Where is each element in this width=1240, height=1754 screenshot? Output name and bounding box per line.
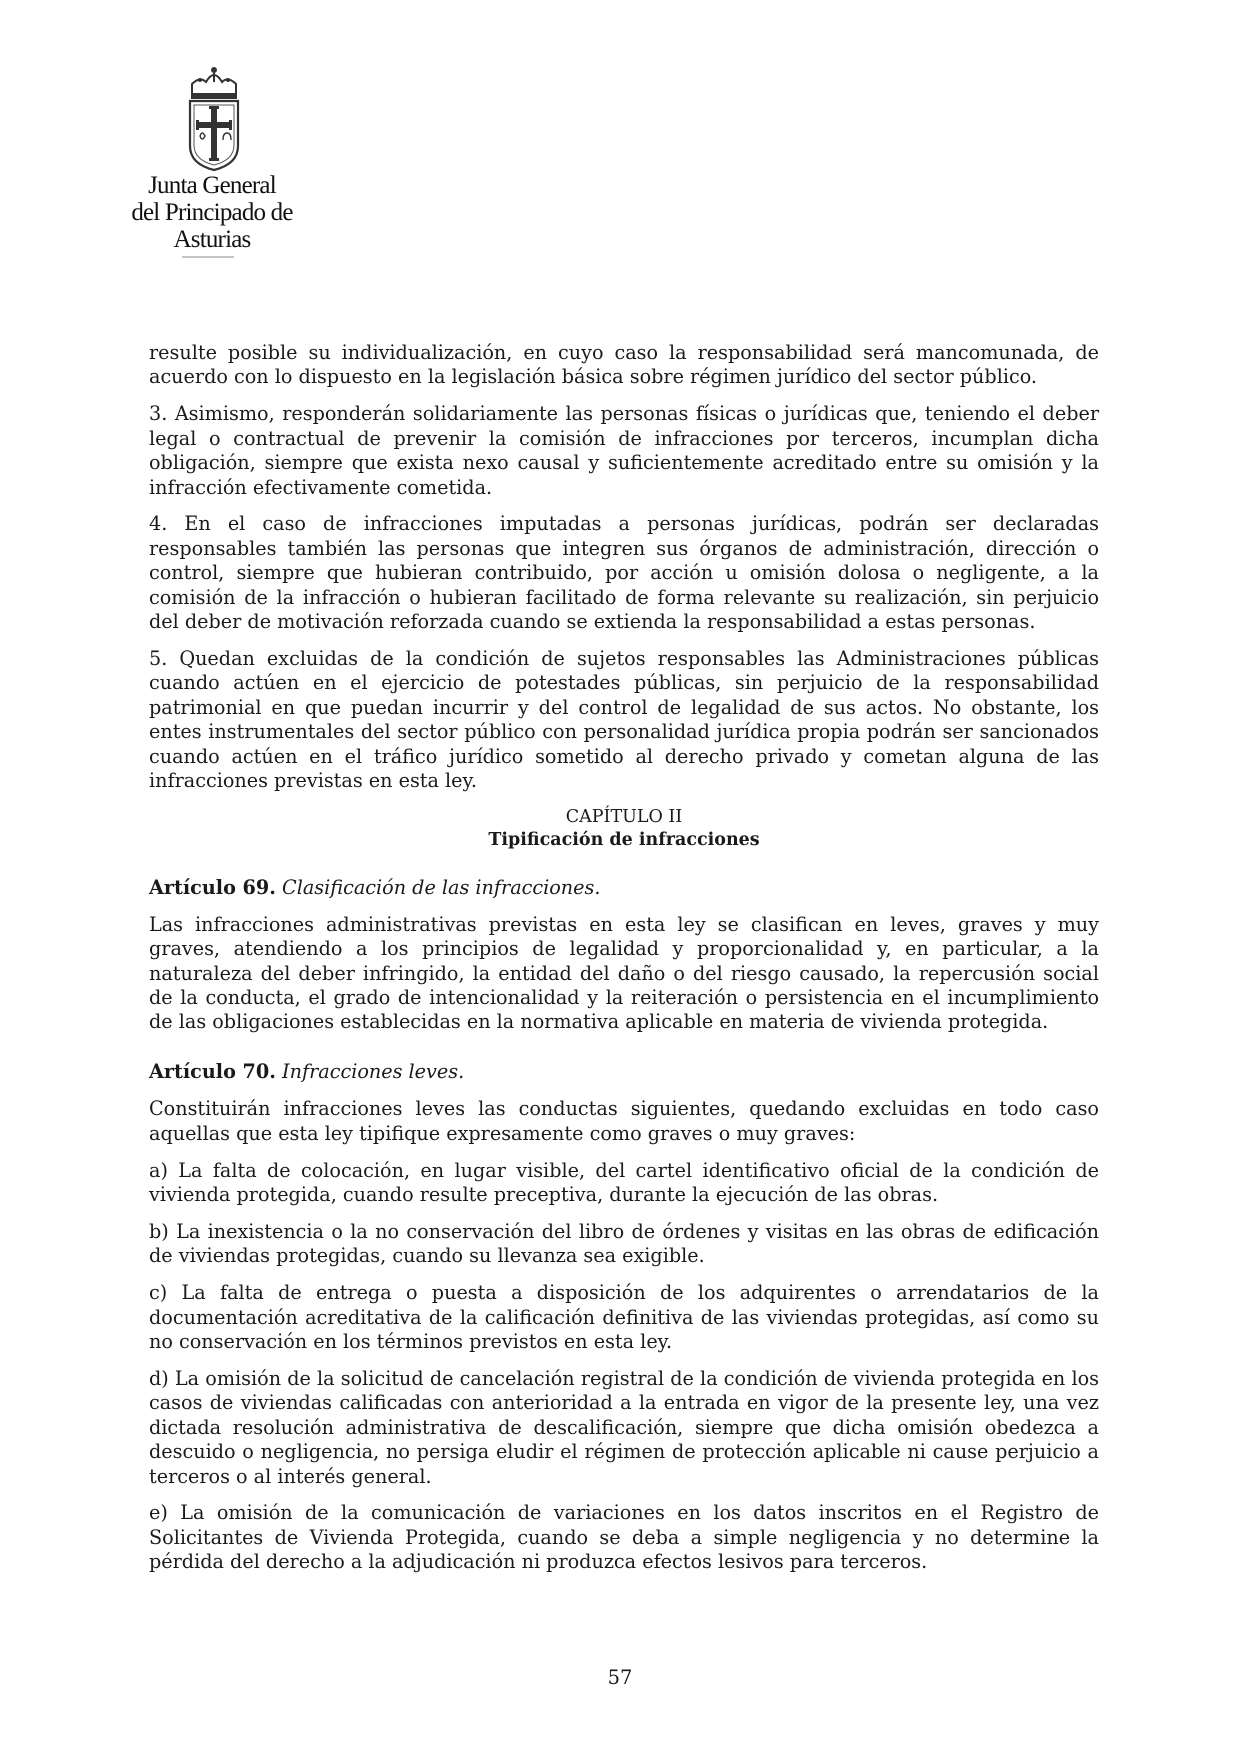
article-70-item-c: c) La falta de entrega o puesta a disposición de los adquirentes o arrendatarios de la documentación acreditativa de la calificación definitiva de las viviendas protegidas, así como su no conservación en los términos previstos en esta ley. — [149, 1281, 1099, 1353]
article-70-item-a: a) La falta de colocación, en lugar visible, del cartel identificativo oficial de la condición de vivienda protegida, cuando resulte preceptiva, durante la ejecución de las obras. — [149, 1158, 1099, 1206]
article-69-title: Clasificación de las infracciones. — [282, 875, 601, 899]
paragraph-4: 4. En el caso de infracciones imputadas a personas jurídicas, podrán ser declaradas responsables también las personas que integren sus órganos de administración, dirección o control, siempre que hubieran contribuido, por acción u omisión dolosa o negligente, a la comisión de la infracción o hubieran facilitado de forma relevante su realización, sin perjuicio del deber de motivación reforzada cuando se extienda la responsabilidad a estas personas. — [149, 512, 1099, 634]
article-69-text: Las infracciones administrativas previstas en esta ley se clasifican en leves, graves y muy graves, atendiendo a los principios de legalidad y proporcionalidad y, en particular, a la naturaleza del deber infringido, la entidad del daño o del riesgo causado, la repercusión social de la conducta, el grado de intencionalidad y la reiteración o persistencia en el incumplimiento de las obligaciones establecidas en la normativa aplicable en materia de vivienda protegida. — [149, 912, 1099, 1034]
coat-of-arms-icon — [178, 64, 250, 172]
article-70-number: Artículo 70. — [149, 1060, 276, 1084]
paragraph-5: 5. Quedan excluidas de la condición de sujetos responsables las Administraciones públicas cuando actúen en el ejercicio de potestades públicas, sin perjuicio de la responsabilidad patrimonial en que puedan incurrir y del control de legalidad de sus actos. No obstante, los entes instrumentales del sector público con personalidad jurídica propia podrán ser sancionados cuando actúen en el tráfico jurídico sometido al derecho privado y cometan alguna de las infracciones previstas en esta ley. — [149, 646, 1099, 792]
institution-name — [92, 172, 332, 253]
institution-name-line2: del Principado de Asturias — [131, 199, 293, 253]
chapter-label: CAPÍTULO II — [565, 806, 683, 827]
article-70-item-b: b) La inexistencia o la no conservación del libro de órdenes y visitas en las obras de edificación de viviendas protegidas, cuando su llevanza sea exigible. — [149, 1219, 1099, 1268]
article-70-title: Infracciones leves. — [282, 1060, 465, 1084]
article-70-heading — [149, 1060, 1099, 1084]
article-70-item-d: d) La omisión de la solicitud de cancelación registral de la condición de vivienda protegida en los casos de viviendas calificadas con anterioridad a la entrada en vigor de la presente ley, una vez dictada resolución administrativa de descalificación, siempre que dicha omisión obedezca a descuido o negligencia, no persiga eludir el régimen de protección aplicable ni cause perjuicio a terceros o al interés general. — [149, 1366, 1099, 1488]
paragraph-3: 3. Asimismo, responderán solidariamente las personas físicas o jurídicas que, teniendo el deber legal o contractual de prevenir la comisión de infracciones por terceros, incumplan dicha obligación, siempre que exista nexo causal y suficientemente acreditado entre su omisión y la infracción efectivamente cometida. — [149, 402, 1099, 499]
header-divider — [182, 256, 234, 258]
article-70-intro: Constituirán infracciones leves las conductas siguientes, quedando excluidas en todo caso aquellas que esta ley tipifique expresamente como graves o muy graves: — [149, 1097, 1099, 1145]
chapter-heading — [149, 806, 1099, 852]
article-69-number: Artículo 69. — [149, 875, 276, 899]
article-69-heading — [149, 876, 1099, 900]
article-70-item-e: e) La omisión de la comunicación de variaciones en los datos inscritos en el Registro de Solicitantes de Vivienda Protegida, cuando se deba a simple negligencia y no determine la pérdida del derecho a la adjudicación ni produzca efectos lesivos para terceros. — [149, 1501, 1099, 1574]
paragraph-continuation: resulte posible su individualización, en cuyo caso la responsabilidad será mancomunada, de acuerdo con lo dispuesto en la legislación básica sobre régimen jurídico del sector público. — [149, 341, 1099, 389]
document-body — [149, 341, 1099, 1587]
page-number: 57 — [607, 1666, 633, 1689]
chapter-title: Tipificación de infracciones — [488, 829, 760, 850]
institution-name-line1: Junta General — [148, 172, 276, 199]
